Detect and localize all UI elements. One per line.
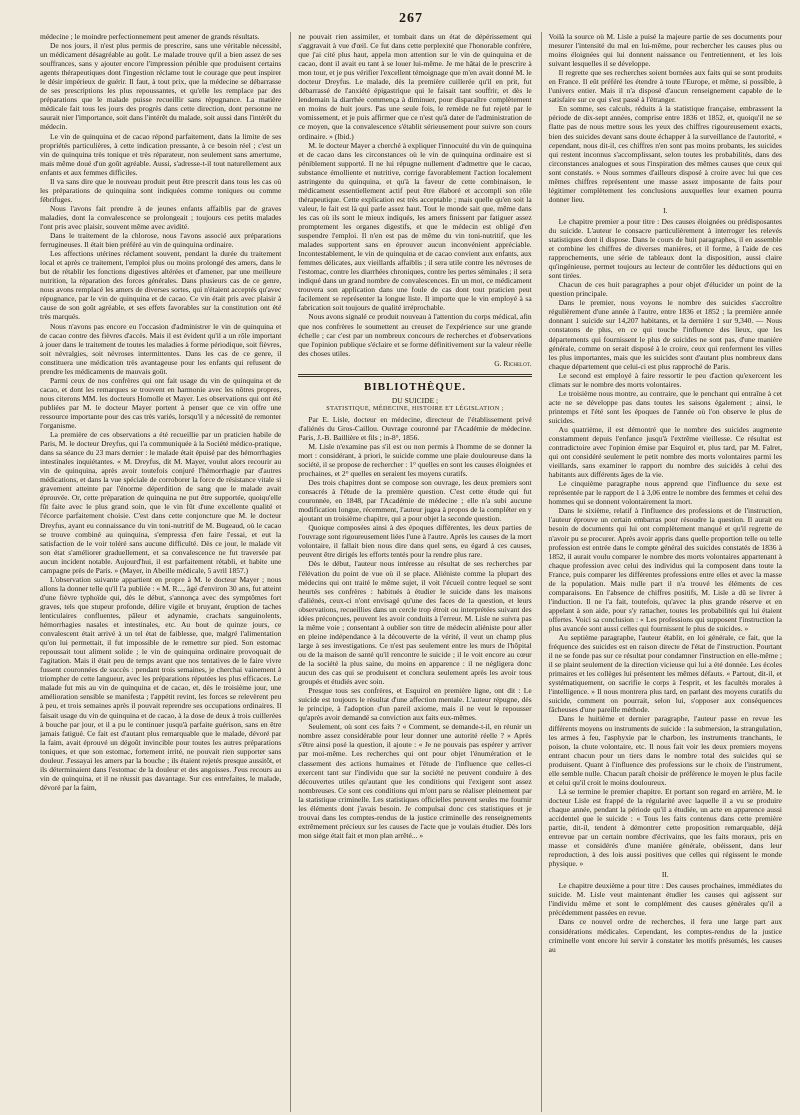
section-rule bbox=[298, 374, 531, 377]
paragraph: Nous n'avons pas encore eu l'occasion d'administrer le vin de quinquina et de cacao contre des fièvres d'accès. Mais il est évident qu'il a un rôle important à jouer dans le traitement de toutes les maladies à forme périodique, soit fièvres, soit névralgies, soit névroses intermittentes. Dans les cas de ce genre, il constituera une médication très avantageuse pour les enfants qui refusent de prendre les médicaments de mauvais goût. bbox=[40, 321, 282, 376]
paragraph: Au quatrième, il est démontré que le nombre des suicides augmente constamment depuis l'enfance jusqu'à l'extrême vieillesse. Ce résultat est contradictoire avec l'opinion émise par Esquirol et, plus tard, par M. Falret, qui ont considéré seulement le petit nombre des morts volontaires parmi les vieillards, sans examiner le rapport du nombre des suicidés à celui des habitants aux différents âges de la vie. bbox=[548, 424, 782, 480]
paragraph: M. Lisle n'examine pas s'il est ou non permis à l'homme de se donner la mort : considérant, à priori, le suicide comme une plaie douloureuse dans la société, il se propose de rechercher : 1° quelles en sont les causes éloignées et prochaines, et 2° quelles en seraient les moyens curatifs. bbox=[298, 441, 532, 479]
paragraph: Dans le huitième et dernier paragraphe, l'auteur passe en revue les différents moyens ou instruments de suicide : la submersion, la strangulation, les armes à feu, l'asphyxie par le charbon, les instruments tranchants, le poison, la chute volontaire, etc. Il nous fait voir les deux premiers moyens entrant chacun pour un tiers dans le nombre total des suicides qui se produisent. Quant à l'influence des professions sur le choix de l'instrument, elle semble nulle. Chacun paraît choisir de préférence le moyen le plus facile et celui qu'il croit le moins douloureux. bbox=[548, 714, 782, 787]
paragraph: Là se termine le premier chapitre. Et portant son regard en arrière, M. le docteur Lisle est frappé de la régularité avec laquelle il a vu se produire chaque année, pendant la période qu'il a étudiée, un acte en apparence aussi accidentel que le suicide : « Tous les faits contenus dans cette première partie, dit-il, tendent à démontrer cette proposition remarquable, déjà entrevue par un certain nombre d'écrivains, que les faits moraux, pris en masse et considérés d'une manière générale, obéissent, dans leur reproduction, à des lois aussi positives que celles qui régissent le monde physique. » bbox=[548, 786, 782, 869]
author-signature: G. Richelot. bbox=[494, 358, 532, 368]
paragraph: Nous avons signalé ce produit nouveau à l'attention du corps médical, afin que nos confrères le soumettent au creuset de l'expérience sur une grande échelle ; car c'est par un nombreux concours de recherches et d'observations que l'opinion publique s'éclaire et se forme définitivement sur la valeur réelle des choses utiles. bbox=[298, 312, 532, 358]
paragraph: Dans le sixième, relatif à l'influence des professions et de l'instruction, l'auteur éprouve un certain embarras pour résoudre la question. Il aurait eu besoin de documents qui lui ont complètement manqué et qu'il regrette de n'avoir pu se procurer. Après avoir appris dans quelle proportion telle ou telle profession est entrée dans le compte général des suicides constatés de 1836 à 1852, il aurait voulu comparer le nombre des morts volontaires appartenant à chaque profession avec celui des individus qui la composent dans toute la France, puis comparer les différentes professions entre elles et avec la masse de la population. Mais nulle part il n'a trouvé les éléments de ces comparaisons. En l'absence de chiffres positifs, M. Lisle a dû se livrer à l'induction. Il ne l'a fait, toutefois, qu'avec la plus grande réserve et en appelant à son aide, pour s'y rattacher, toutes les probabilités qui lui étaient offertes. Voici sa conclusion : « Les professions qui supposent l'instruction la plus avancée sont aussi celles qui fournissent le plus de suicides. » bbox=[548, 506, 782, 633]
paragraph: Chacun de ces huit paragraphes a pour objet d'élucider un point de la question principale. bbox=[548, 280, 782, 299]
paragraph: Les affections utérines réclament souvent, pendant la durée du traitement local et après ce traitement, l'emploi plus ou moins prolongé des amers, dans le but de rétablir les fonctions digestives altérées et d'amener, par une meilleure nutrition, la réparation des forces générales. Dans plusieurs cas de ce genre, nous avons remplacé les amers de diverses sortes, qui n'étaient acceptés qu'avec répugnance, par le vin de quinquina et de cacao. Ce vin était pris avec plaisir à cause de son goût agréable, et ses effets favorables sur la constitution ont été très marqués. bbox=[40, 249, 282, 322]
paragraph: médecine ; le moindre perfectionnement peut amener de grands résultats. bbox=[40, 32, 260, 41]
paragraph: Presque tous ses confrères, et Esquirol en première ligne, ont dit : Le suicide est toujours le résultat d'une affection mentale. L'auteur répugne, dès le principe, à l'adoption d'un pareil axiome, mais il ne veut le repousser qu'après avoir demandé sa conviction aux faits eux-mêmes. bbox=[298, 686, 532, 723]
paragraph: Le chapitre premier a pour titre : Des causes éloignées ou prédisposantes du suicide. L'auteur le consacre particulièrement à interroger les relevés statistiques dont il dispose. Dans le cours de huit paragraphes, il en assemble et combine les chiffres de diverses manières, et il forme, à l'aide de ces rapprochements, une série de tableaux dont la disposition, aussi claire qu'ingénieuse, permet toujours au lecteur de contrôler les déductions qui en sont tirées. bbox=[548, 216, 782, 281]
paragraph: Le vin de quinquina et de cacao répond parfaitement, dans la limite de ses propriétés particulières, à cette indication pressante, à ce besoin réel ; c'est un vin de quinquina très tonique et très réparateur, non seulement sans amertume, mais même doué d'un goût agréable. Aussi, s'adresse-t-il tout naturellement aux enfants et aux femmes difficiles. bbox=[40, 131, 282, 177]
text-columns bbox=[40, 32, 782, 1112]
paragraph: Dans ce nouvel ordre de recherches, il fera une large part aux considérations médicales. Cependant, les comptes-rendus de la justice criminelle vont encore lui servir à constater les motifs présumés, les causes au bbox=[548, 917, 782, 954]
paragraph: ne pouvait rien assimiler, et tombait dans un état de dépérissement qui s'aggravait à vue d'œil. Ce fut dans cette perplexité que l'honorable confrère, que j'ai cité plus haut, appela mon attention sur le vin de quinquina et de cacao, dont il avait eu tant à se louer lui-même. Je me hâtai de le prescrire à mon tour, et je pus vérifier l'excellent témoignage que m'en avait donné M. le docteur Dreyfus. Le malade, dès la première cuillerée qu'il en prit, fut débarrassé de l'anxiété épigastrique qui le faisait tant souffrir, et dès le lendemain la diarrhée commença à diminuer, pour disparaître complètement en moins de huit jours. Pas une seule fois, le remède ne fut rejeté par le vomissement, et je puis affirmer que ce n'est qu'à dater de l'administration de ce moyen, que la convalescence s'établit sérieusement pour suivre son cours ordinaire. » (Ibid.) bbox=[298, 32, 532, 141]
paragraph: Seulement, où sont ces faits ? « Comment, se demande-t-il, en réunir un nombre assez considérable pour leur donner une autorité réelle ? » Après s'être ainsi posé la question, il ajoute : « Je ne pouvais pas espérer y arriver par moi-même. Les recherches qui ont pour objet l'énumération et le classement des actions humaines et l'étude de l'influence que celles-ci exercent tant sur l'individu que sur la société ne peuvent conduire à des découvertes utiles qu'autant que les conditions qui l'exigent sont assez nombreuses. Ce sont ces conditions qui m'ont paru se réaliser pleinement par la statistique criminelle. Les statistiques officielles peuvent seules me fournir les éléments dont j'avais besoin. Je compulsai donc ces statistiques et je trouvai dans les comptes-rendus de la justice criminelle des renseignements extrêmement précieux sur les causes de l'acte que je voulais étudier. Dès lors mon siége était fait et mon plan arrêté... » bbox=[298, 722, 532, 840]
paragraph: Dès le début, l'auteur nous intéresse au résultat de ses recherches par l'élévation du point de vue où il se place. Aliéniste comme la plupart des médecins qui ont traité le même sujet, il voit l'écueil contre lequel se sont heurtés ses confrères : habitués à étudier le suicide dans les maisons d'aliénés, ceux-ci n'ont envisagé qu'une des faces de la question, et leurs observations, recueillies dans un cercle trop étroit ou interprétées suivant des idées préconçues, peuvent les avoir conduits à l'erreur. M. Lisle ne suivra pas la même voie ; consentant à oublier son titre de médecin aliéniste pour aller en pleine indépendance à la découverte de la vérité, il veut un champ plus large à ses investigations. Ce n'est pas seulement entre les murs de l'hôpital ou de la maison de santé qu'il rencontre le suicide ; il le voit encore au cœur de la société la plus saine, du moins en apparence : il ne négligera donc aucun des cas qui se produisent et conclura seulement après les avoir tous groupés et étudiés avec soin. bbox=[298, 559, 532, 687]
book-subtitle: STATISTIQUE, MÉDECINE, HISTOIRE ET LÉGISLATION ; bbox=[326, 404, 504, 412]
paragraph: La première de ces observations a été recueillie par un praticien habile de Paris, M. le docteur Dreyfus, qui l'a communiquée à la Société médico-pratique, dans sa séance du 23 mars dernier : le malade était épuisé par des hémorrhagies intestinales inquiétantes. « M. Dreyfus, dit M. Mayer, voulut alors recourir au vin de quinquina, après avoir toutefois conjuré l'hémorrhagie par d'autres médications, et dans la vue spéciale de corroborer la force de résistance vitale si gravement atteinte par l'énorme déperdition de sang que le malade avait éprouvée. Or, cette préparation de quinquina ne put être supportée, quoiqu'elle fût faite avec le plus grand soin, que le vin fût d'une excellente qualité et l'écorce parfaitement choisie. C'est dans cette conjoncture que M. le docteur Dreyfus, ayant eu connaissance du vin toni-nutritif de M. Bugeaud, où le cacao se trouve combiné au quinquina, s'empressa d'en faire l'essai, et eut la satisfaction de le voir toléré sans aucune difficulté. Dès ce jour, le malade vit son état s'améliorer graduellement, et sa convalescence ne fut traversée par aucun incident notable. Aujourd'hui, il est parfaitement rétabli, et habite une campagne près de Paris. » (Mayer, in Abeille médicale, 5 avril 1857.) bbox=[40, 430, 282, 575]
paragraph: Dans le premier, nous voyons le nombre des suicides s'accroître régulièrement d'une année à l'autre, entre 1836 et 1852 ; la première année donnant 1 suicide sur 14,207 habitants, et la dernière 1 sur 9,340. — Nous constatons de plus, en ce qui touche l'influence des lieux, que les départements qui fournissent le plus de suicides ne sont pas, d'une manière générale, comme on serait disposé à le croire, ceux qui renferment les villes les plus importantes, mais que les suicides sont d'autant plus nombreux dans chaque département que celui-ci est plus rapproché de Paris. bbox=[548, 298, 782, 371]
paragraph: Le troisième nous montre, au contraire, que le penchant qui entraîne à cet acte ne se développe pas dans toutes les saisons également ; ainsi, le printemps et l'été sont les époques de l'année où l'on observe le plus de suicides. bbox=[548, 388, 782, 425]
book-author: Par E. Lisle, docteur en médecine, directeur de l'établissement privé d'aliénés du Gros-Caillou. Ouvrage couronné par l'Académie de médecine. Paris, J.-B. Baillière et fils ; in-8°, 1856. bbox=[298, 414, 532, 442]
paragraph: Le second est employé à faire ressortir le peu d'action qu'exercent les climats sur le nombre des morts volontaires. bbox=[548, 370, 782, 389]
paragraph: M. le docteur Mayer a cherché à expliquer l'innocuité du vin de quinquina et de cacao dans les circonstances où le vin de quinquina ordinaire est si péniblement supporté. Il ne lui répugne nullement d'admettre que le cacao, substance émolliente et nutritive, corrige favorablement l'action localement astringente du quinquina, et qu'à la faveur de cette combinaison, le médicament essentiellement actif peut être élaboré et accompli son rôle thérapeutique. Cette explication est très acceptable ; mais quelle qu'en soit la valeur, le fait est là qui parle assez haut. Tout le monde sait que, même dans les cas où ils sont le mieux indiqués, les amers finissent par fatiguer assez promptement les organes digestifs, et que le médecin est obligé d'en suspendre l'emploi. Il n'en est pas de même du vin toni-nutritif, que les malades supportent sans en éprouver aucun inconvénient appréciable. Incontestablement, le vin de quinquina et de cacao convient aux enfants, aux femmes délicates, aux vieillards affaiblis ; il sera utile contre les névroses de l'estomac, contre les diarrhées chroniques, contre les pertes séminales ; il sera indiqué dans un grand nombre de convalescences. En un mot, ce médicament trouvera son application dans une foule de cas dont tout praticien peut facilement se représenter la longue liste. Il importe que le vin employé à sa fabrication soit toujours de qualité irréprochable. bbox=[298, 140, 532, 313]
paragraph: L'observation suivante appartient en propre à M. le docteur Mayer ; nous allons la donner telle qu'il l'a publiée : « M. R..., âgé d'environ 30 ans, fut atteint d'une fièvre typhoïde qui, dès le début, s'annonça avec des symptômes fort graves, tels que stupeur profonde, délire vigile et bruyant, éruption de taches lenticulaires confluentes, pâleur et adynamie, crachats sanguinolents, hémorrhagies nasales et intestinales, etc. Au bout de quinze jours, ce convalescent était arrivé à un tel état de faiblesse, que, malgré l'alimentation qu'on lui permettait, il fut impossible de le remettre sur pied. Son estomac repoussait tout aliment solide ; le vin de quinquina ordinaire provoquait de l'agitation. Mais il était peu de temps avant que nos tentatives de le faire vivre fussent couronnées de succès : pendant trois semaines, je cherchai vainement à triompher de cette langueur, avec les préparations réputées les plus efficaces. Le malade fut mis au vin de quinquina et de cacao, et, dès le troisième jour, une amélioration sensible se manifesta ; l'appétit revint, les forces se relevèrent peu à peu, et trois semaines après il pouvait reprendre ses occupations ordinaires. Il faisait usage du vin de quinquina et de cacao, à la dose de deux à trois cuillerées à bouche par jour, et il a pu le continuer jusqu'à parfaite guérison, sans en être jamais fatigué. Ce fait est d'autant plus remarquable que le malade, dévoré par la faim, avait éprouvé un dégoût invincible pour toutes les autres préparations toniques, et que son estomac, fortement irrité, ne pouvait rien supporter sans douleur. J'essayai les amers par la bouche ; ils étaient rejetés presque aussitôt, et ils déterminaient dans l'estomac de la douleur et des angoisses. J'eus recours au vin de quinquina, et il ne réussit pas davantage. Sur ces entrefaites, le malade, dévoré par la faim, bbox=[40, 574, 282, 792]
column-1 bbox=[40, 32, 281, 1112]
paragraph: Quoique composées ainsi à des époques différentes, les deux parties de l'ouvrage sont rigoureusement liées l'une à l'autre. Après les causes de la mort volontaire, il fallait bien nous dire dans quel sens, eu égard à ces causes, peuvent être dirigés les efforts tentés pour la rendre plus rare. bbox=[298, 523, 532, 560]
paragraph: Parmi ceux de nos confrères qui ont fait usage du vin de quinquina et de cacao, et dont les remarques se trouvent en harmonie avec les nôtres propres, nous citerons MM. les docteurs Homolle et Mayer. Les observations qui ont été publiées par M. le docteur Mayer portent à penser que ce vin offre une ressource importante pour des cas très variés, lorsqu'il y a nécessité de remonter l'organisme. bbox=[40, 375, 282, 431]
section-heading-bibliotheque: BIBLIOTHÈQUE. bbox=[364, 380, 466, 393]
section-number: I. bbox=[663, 205, 668, 215]
page-number: 267 bbox=[399, 11, 423, 26]
column-3 bbox=[541, 32, 782, 1112]
paragraph: Il regrette que ses recherches soient bornées aux faits qui se sont produits en France. Il eût préféré les étendre à toute l'Europe, et même, si possible, à l'univers entier. Mais il n'a disposé d'aucun renseignement capable de le satisfaire sur ce qui s'est passé à l'étranger. bbox=[548, 68, 782, 105]
paragraph: Nous l'avons fait prendre à de jeunes enfants affaiblis par de graves maladies, dont la convalescence se prolongeait ; toujours ces petits malades l'ont pris avec plaisir, souvent même avec avidité. bbox=[40, 203, 282, 231]
paragraph: Le cinquième paragraphe nous apprend que l'influence du sexe est représentée par le rapport de 1 à 3,06 entre le nombre des femmes et celui des hommes qui se donnent volontairement la mort. bbox=[548, 479, 782, 507]
paragraph: Le chapitre deuxième a pour titre : Des causes prochaines, immédiates du suicide. M. Lisle veut maintenant étudier les causes qui agissent sur l'individu même et sont le complément des causes générales qu'il a précédemment passées en revue. bbox=[548, 881, 782, 918]
paragraph: Au septième paragraphe, l'auteur établit, en loi générale, ce fait, que la fréquence des suicides est en raison directe de l'état de l'instruction. Pourtant il ne se fonde pas sur ce résultat pour condamner l'instruction en elle-même ; il se plaint seulement de la direction vicieuse qui lui a été donnée. Les écoles primaires et les collèges lui présentent les mêmes défauts. « Partout, dit-il, et systématiquement, on sacrifie le corps à l'esprit, et les facultés morales à l'intelligence. » Il nous montrera plus tard, en parlant des moyens curatifs du suicide, comment on pourrait, selon lui, s'opposer aux conséquences fâcheuses d'une pareille méthode. bbox=[548, 633, 782, 715]
book-title: DU SUICIDE ; bbox=[391, 395, 439, 405]
paragraph: Des trois chapitres dont se compose son ouvrage, les deux premiers sont consacrés à l'étude de la première question. C'est cette étude qui fut couronnée, en 1848, par l'Académie de médecine ; elle n'a subi aucune modification longue, récemment, l'auteur jugea à propos de la compléter en y ajoutant un troisième chapitre, qui a pour objet la seconde question. bbox=[298, 478, 532, 524]
paragraph: Dans le traitement de la chlorose, nous l'avons associé aux préparations ferrugineuses. Il était bien préféré au vin de quinquina ordinaire. bbox=[40, 231, 282, 250]
paragraph: De nos jours, il n'est plus permis de prescrire, sans une véritable nécessité, un médicament désagréable au goût. Le malade trouve qu'il a bien assez de ses souffrances, sans y ajouter encore l'impression pénible que produisent certains agents thérapeutiques dont l'ingestion réclame tout le courage que peut inspirer le désir impérieux de guérir. Il faut, à tout prix, que la médecine se débarrasse de ses prescriptions les plus repoussantes, et qu'elle les remplace par des préparations que le malade puisse recueillir sans répugnance. La matière médicale fait tous les jours des progrès dans cette direction, dont personne ne saurait nier l'importance, soit dans l'intérêt du malade, soit aussi dans l'intérêt du médecin. bbox=[40, 41, 282, 132]
paragraph: Voilà la source où M. Lisle a puisé la majeure partie de ses documents pour mesurer l'intensité du mal en lui-même, pour rechercher les causes plus ou moins éloignées qui lui donnent naissance ou l'entretiennent, et les lois suivant lesquelles il se développe. bbox=[548, 32, 782, 69]
paragraph: Il va sans dire que le nouveau produit peut être prescrit dans tous les cas où les préparations de quinquina sont indiquées comme toniques ou comme fébrifuges. bbox=[40, 176, 282, 204]
paragraph: En somme, ses calculs, réduits à la statistique française, embrassent la période de dix-sept années, comprise entre 1836 et 1852, et, quoiqu'il ne se flatte pas de nous mettre sous les yeux des chiffres rigoureusement exacts, bien des suicides devant sans doute échapper à la surveillance de l'autorité, « cependant, nous dit-il, ces chiffres n'en sont pas moins probants, les suicides qui restent inconnus s'accomplissant, selon toutes les probabilités, dans des circonstances analogues et sous l'inspiration des mêmes causes que ceux qui sont constatés. » Nous sommes d'ailleurs disposé à croire avec lui que ces mêmes chiffres représentent une masse assez imposante de faits pour légitimer complètement les conclusions auxquelles leur examen pourra donner lieu. bbox=[548, 104, 782, 204]
section-number: II. bbox=[661, 870, 669, 880]
column-2 bbox=[290, 32, 531, 1112]
